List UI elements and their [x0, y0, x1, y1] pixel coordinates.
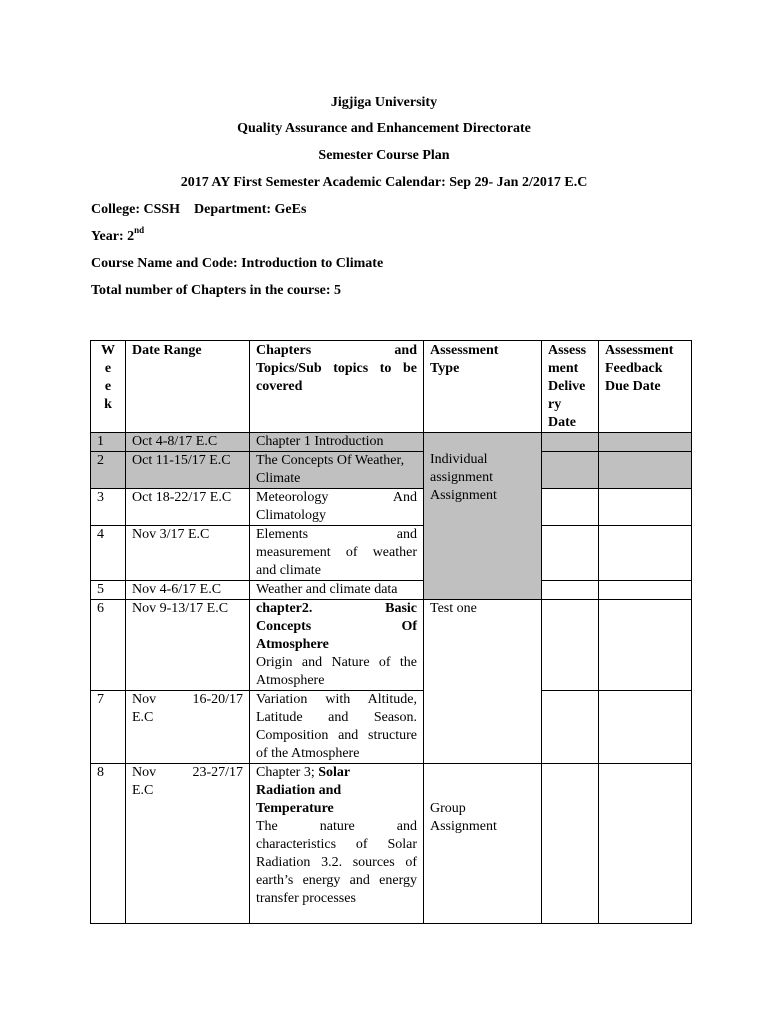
course-plan-table: [90, 340, 692, 924]
topic-cell: Chapter 3; Solar Radiation and Temperature The nature and characteristics of Solar Radiation 3.2. sources of earth’s energy and energy transfer processes: [250, 764, 424, 924]
year-label: Year: 2: [91, 229, 135, 244]
week-number: 6: [91, 600, 126, 691]
feedback-date-cell: [599, 691, 692, 764]
feedback-date-cell: [599, 581, 692, 600]
table-row: [91, 526, 692, 581]
week-number: 4: [91, 526, 126, 581]
plan-title: Semester Course Plan: [318, 148, 450, 163]
date-range: Nov 9-13/17 E.C: [126, 600, 250, 691]
date-range: Oct 11-15/17 E.C: [126, 452, 250, 489]
table-header-row: [91, 341, 692, 433]
week-number: 5: [91, 581, 126, 600]
test-one-cell: Test one: [424, 600, 542, 764]
week-number: 8: [91, 764, 126, 924]
group-assignment-cell: Group Assignment: [424, 764, 542, 924]
feedback-date-cell: [599, 526, 692, 581]
delivery-date-cell: [542, 526, 599, 581]
topic-cell: Meteorology And Climatology: [250, 489, 424, 526]
table-row: [91, 452, 692, 489]
date-range: Oct 4-8/17 E.C: [126, 433, 250, 452]
date-range: Nov 23-27/17 E.C: [126, 764, 250, 924]
date-range: Nov 16-20/17 E.C: [126, 691, 250, 764]
week-number: 1: [91, 433, 126, 452]
week-header: W e e k: [91, 341, 126, 433]
topics-header: Chapters and Topics/Sub topics to be covered: [250, 341, 424, 433]
delivery-date-cell: [542, 764, 599, 924]
individual-assignment-cell: Individual assignment Assignment: [424, 433, 542, 600]
delivery-date-cell: [542, 600, 599, 691]
topic-cell: Chapter 1 Introduction: [250, 433, 424, 452]
topic-cell: Weather and climate data: [250, 581, 424, 600]
week-number: 3: [91, 489, 126, 526]
feedback-date-cell: [599, 764, 692, 924]
week-number: 7: [91, 691, 126, 764]
academic-calendar: 2017 AY First Semester Academic Calendar: Sep 29- Jan 2/2017 E.C: [180, 175, 588, 190]
topic-cell: Variation with Altitude, Latitude and Season. Composition and structure of the Atmosphere: [250, 691, 424, 764]
university-name: Jigjiga University: [330, 95, 438, 110]
topic-cell: chapter2. Basic Concepts Of Atmosphere Origin and Nature of the Atmosphere: [250, 600, 424, 691]
year-line: [91, 225, 145, 246]
topic-cell: The Concepts Of Weather, Climate: [250, 452, 424, 489]
feedback-date-cell: [599, 600, 692, 691]
delivery-date-cell: [542, 691, 599, 764]
delivery-date-cell: [542, 489, 599, 526]
table-row: [91, 764, 692, 924]
directorate-name: Quality Assurance and Enhancement Directorate: [237, 121, 531, 136]
college-department: College: CSSH Department: GeEs: [91, 202, 307, 217]
date-range: Nov 4-6/17 E.C: [126, 581, 250, 600]
feedback-date-cell: [599, 433, 692, 452]
assessment-type-header: Assessment Type: [424, 341, 542, 433]
course-name: Course Name and Code: Introduction to Climate: [91, 256, 384, 271]
table-row: [91, 433, 692, 452]
topic-cell: Elements and measurement of weather and climate: [250, 526, 424, 581]
feedback-date-header: Assessment Feedback Due Date: [599, 341, 692, 433]
date-range-header: Date Range: [126, 341, 250, 433]
date-range: Nov 3/17 E.C: [126, 526, 250, 581]
feedback-date-cell: [599, 452, 692, 489]
table-row: [91, 581, 692, 600]
delivery-date-header: Assess ment Delive ry Date: [542, 341, 599, 433]
delivery-date-cell: [542, 581, 599, 600]
delivery-date-cell: [542, 433, 599, 452]
delivery-date-cell: [542, 452, 599, 489]
week-number: 2: [91, 452, 126, 489]
year-suffix: nd: [134, 225, 145, 236]
chapter-count: Total number of Chapters in the course: 5: [91, 283, 342, 298]
feedback-date-cell: [599, 489, 692, 526]
table-row: [91, 600, 692, 691]
date-range: Oct 18-22/17 E.C: [126, 489, 250, 526]
table-row: [91, 691, 692, 764]
table-row: [91, 489, 692, 526]
